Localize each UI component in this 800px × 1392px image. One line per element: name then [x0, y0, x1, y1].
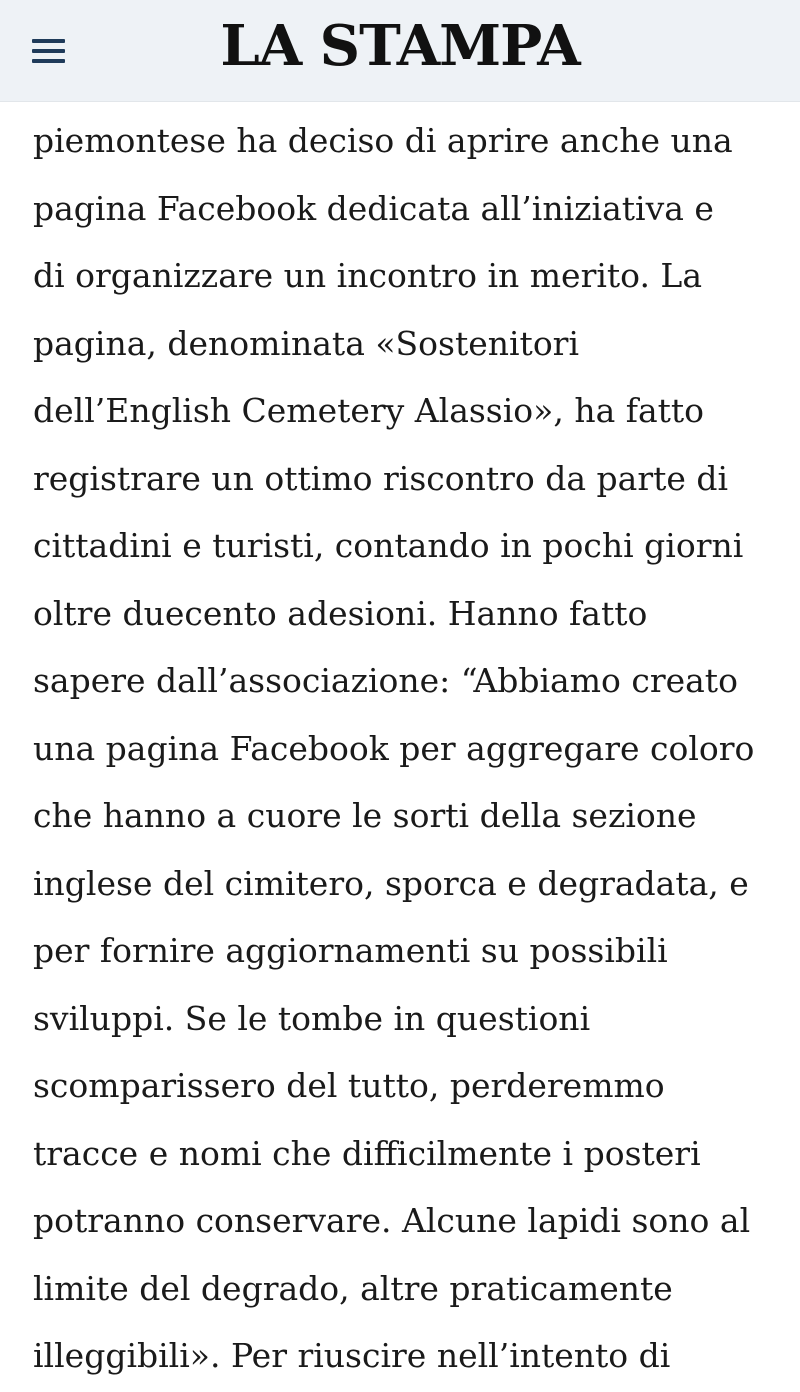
article-paragraph	[33, 107, 778, 1390]
article-line: oltre duecento adesioni. Hanno fatto	[33, 593, 648, 633]
article-line: sapere dall’associazione: “Abbiamo creato	[33, 661, 738, 700]
article-line: scomparissero del tutto, perderemmo	[33, 1066, 665, 1105]
article-line: inglese del cimitero, sporca e degradata, e	[33, 863, 749, 903]
article-line: pagina, denominata «Sostenitori	[33, 323, 580, 363]
article-line: registrare un ottimo riscontro da parte di	[33, 458, 729, 498]
article-line: potranno conservare. Alcune lapidi sono al	[33, 1201, 751, 1240]
article-line: sviluppi. Se le tombe in questioni	[33, 998, 591, 1038]
article-line: dell’English Cemetery Alassio», ha fatto	[33, 391, 705, 430]
article-line: pagina Facebook dedicata all’iniziativa e	[33, 188, 714, 228]
article-line: tracce e nomi che difficilmente i posteri	[33, 1133, 701, 1173]
article-line: di organizzare un incontro in merito. La	[33, 256, 703, 295]
site-header	[0, 0, 800, 102]
article-line: piemontese ha deciso di aprire anche una	[33, 121, 733, 160]
article-line: per fornire aggiornamenti su possibili	[33, 931, 668, 970]
site-logo[interactable]: LA STAMPA	[220, 13, 580, 79]
article-line: una pagina Facebook per aggregare coloro	[33, 728, 755, 768]
article-line: cittadini e turisti, contando in pochi giorni	[33, 526, 744, 565]
article-line: illeggibili». Per riuscire nell’intento di	[33, 1336, 671, 1375]
article-line: che hanno a cuore le sorti della sezione	[33, 796, 697, 835]
article-line: limite del degrado, altre praticamente	[33, 1268, 673, 1308]
article-body	[33, 107, 778, 1390]
